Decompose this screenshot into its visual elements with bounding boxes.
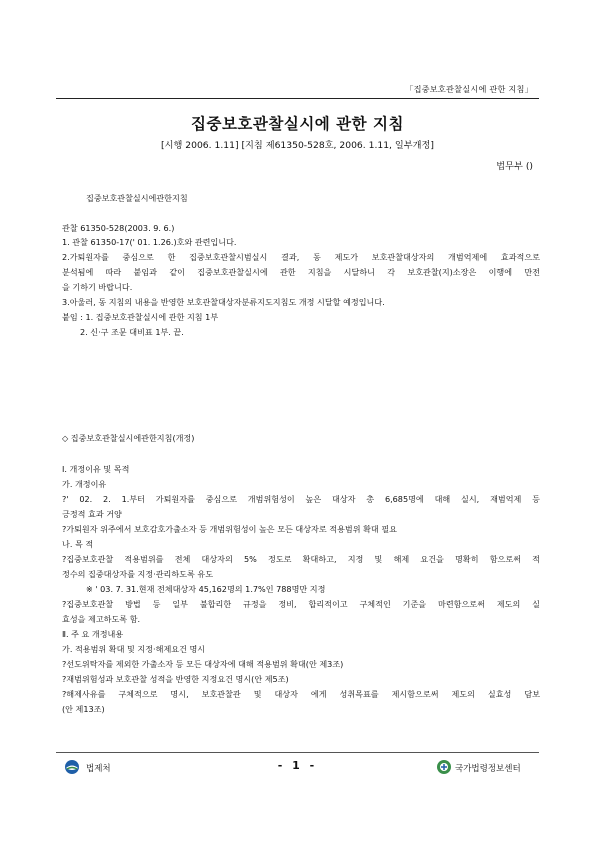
attachment-line: 2. 신·구 조문 대비표 1부. 끝. xyxy=(80,327,184,337)
ministry-label: 법무부 () xyxy=(496,161,533,172)
running-title: 「집중보호관찰실시에 관한 지침」 xyxy=(405,84,533,94)
section-line: 효성을 제고하도록 함. xyxy=(62,614,141,624)
section-line: ?해제사유를 구체적으로 명시, 보호관찰관 및 대상자 에게 성취목표를 제시함으로써 제도의 실효성 담보 xyxy=(62,689,540,699)
body-line: 3.아울러, 동 지침의 내용을 반영한 보호관찰대상자분류지도지침도 개정 시달할 예정입니다. xyxy=(62,297,385,307)
header-rule xyxy=(56,98,539,99)
body-line: 을 기하기 바랍니다. xyxy=(62,282,133,292)
section-line: ?집중보호관찰 방법 등 일부 불합리한 규정을 정비, 합리적이고 구체적인 기준을 마련함으로써 제도의 실 xyxy=(62,599,540,609)
section-title: ◇ 집중보호관찰실시에관한지침(개정) xyxy=(62,433,195,443)
section-line: ?가퇴원자 위주에서 보호감호가출소자 등 개범위험성이 높은 모든 대상자로 적용범위 확대 필요 xyxy=(62,524,397,534)
section-line: 가. 개정이유 xyxy=(62,479,107,489)
law-center-logo-icon xyxy=(436,759,452,775)
page-number: - 1 - xyxy=(277,759,318,772)
body-line: 분석됨에 따라 붙임과 같이 집중보호관찰실시에 관한 지침을 시달하니 각 보호관찰(지)소장은 이행에 만전 xyxy=(62,267,540,277)
body-line: 2.가퇴원자를 중심으로 한 집중보호관찰시범실시 결과, 동 제도가 보호관찰대상자의 개범억제에 효과적으로 xyxy=(62,252,540,262)
section-line: ?선도위탁자를 제외한 가출소자 등 모든 대상자에 대해 적용범위 확대(안 제3조) xyxy=(62,659,344,669)
section-line: 정수의 집중대상자를 지정·관리하도록 유도 xyxy=(62,569,214,579)
section-line: ?재범위험성과 보호관찰 성적을 반영한 지정요건 명시(안 제5조) xyxy=(62,674,289,684)
section-line: 나. 목 적 xyxy=(62,539,94,549)
section-line: ?' 02. 2. 1.부터 가퇴원자를 중심으로 개범위험성이 높은 대상자 총 6,685명에 대해 실시, 재범억제 등 xyxy=(62,494,540,504)
attachment-line: 붙임 : 1. 집중보호관찰실시에 관한 지침 1부 xyxy=(62,312,219,322)
section-line: Ⅰ. 개정이유 및 목적 xyxy=(62,464,130,474)
reference-number: 관찰 61350-528(2003. 9. 6.) xyxy=(62,223,175,233)
footer-rule xyxy=(56,752,539,753)
section-line: ?집중보호관찰 적용범위를 전체 대상자의 5% 정도로 확대하고, 지정 및 해제 요건을 명확히 함으로써 적 xyxy=(62,554,540,564)
section-line: 가. 적용범위 확대 및 지정·해제요건 명시 xyxy=(62,644,206,654)
section-note: ※ ' 03. 7. 31.현재 전체대상자 45,162명의 1.7%인 788명만 지정 xyxy=(86,584,326,594)
footer-left-label: 법제처 xyxy=(86,764,111,774)
doc-name: 집중보호관찰실시에관한지침 xyxy=(86,193,188,203)
section-line: Ⅱ. 주 요 개정내용 xyxy=(62,629,124,639)
document-title: 집중보호관찰실시에 관한 지침 xyxy=(191,115,404,133)
document-subtitle: [시행 2006. 1.11] [지침 제61350-528호, 2006. 1.11, 일부개정] xyxy=(161,140,434,151)
footer-right-label: 국가법령정보센터 xyxy=(455,764,521,774)
section-line: 긍정적 효과 거양 xyxy=(62,509,122,519)
body-line: 1. 관찰 61350-17(' 01. 1.26.)호와 관련입니다. xyxy=(62,237,237,247)
section-line: (안 제13조) xyxy=(62,704,105,714)
